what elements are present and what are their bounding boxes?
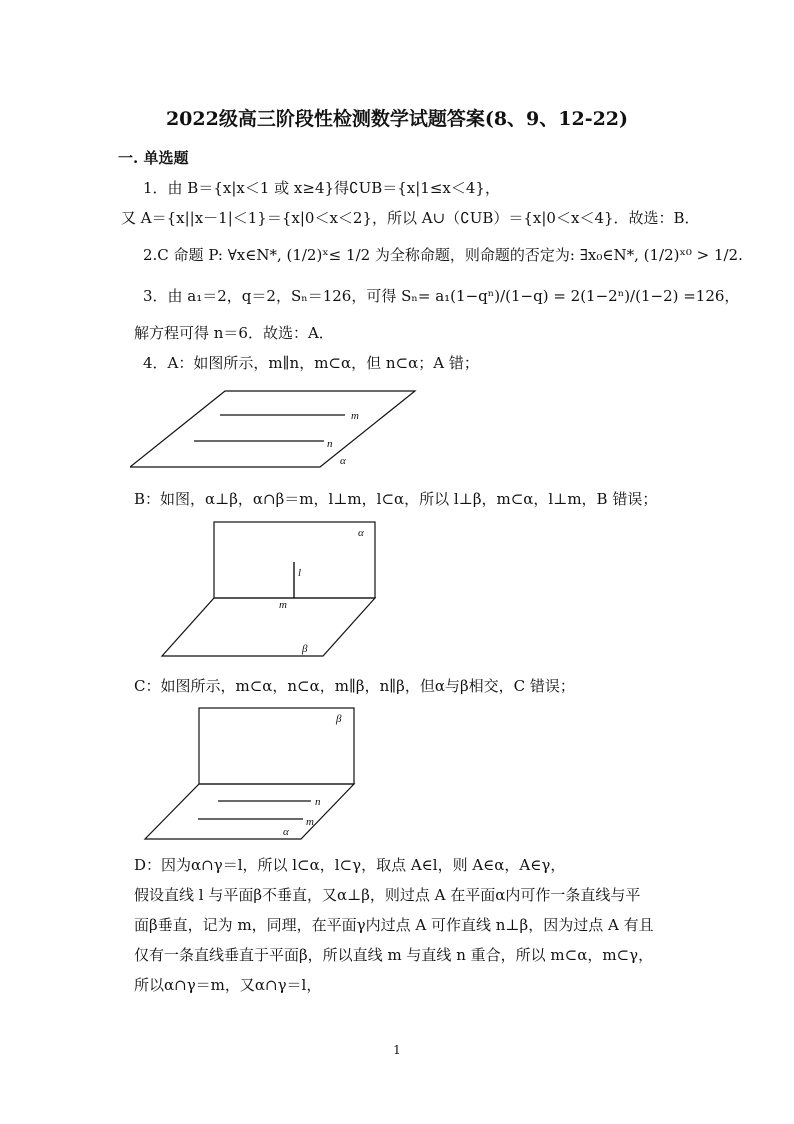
plane-alpha-outline bbox=[130, 391, 415, 467]
label-beta: β bbox=[336, 713, 342, 725]
q4-line-d2: 假设直线 l 与平面β不垂直，又α⊥β，则过点 A 在平面α内可作一条直线与平 bbox=[134, 886, 641, 904]
section-heading: 一. 单选题 bbox=[118, 149, 189, 167]
q3-line2: 解方程可得 n＝6．故选：A． bbox=[134, 324, 334, 342]
q4-line-c: C：如图所示，m⊂α，n⊂α，m∥β，n∥β，但α与β相交，C 错误； bbox=[134, 677, 575, 695]
label-alpha: α bbox=[283, 826, 289, 838]
figure-b-planes bbox=[158, 520, 383, 660]
q4-line-d1: D：因为α∩γ＝l，所以 l⊂α，l⊂γ，取点 A∈l，则 A∈α，A∈γ， bbox=[134, 856, 566, 874]
label-alpha: α bbox=[340, 455, 346, 467]
plane-alpha-outline bbox=[145, 784, 354, 839]
plane-beta-outline bbox=[162, 598, 375, 656]
page-number: 1 bbox=[393, 1043, 401, 1057]
label-m: m bbox=[306, 816, 314, 828]
q4-line-d5: 所以α∩γ＝m，又α∩γ＝l， bbox=[134, 976, 322, 994]
q4-line-d3: 面β垂直，记为 m，同理，在平面γ内过点 A 可作直线 n⊥β，因为过点 A 有且 bbox=[134, 916, 654, 934]
q1-line1: 1．由 B＝{x|x＜1 或 x≥4}得∁UB＝{x|1≤x＜4}， bbox=[143, 179, 500, 197]
label-n: n bbox=[327, 438, 333, 450]
q4-line-a: 4．A：如图所示，m∥n，m⊂α，但 n⊂α；A 错； bbox=[143, 354, 479, 372]
label-l: l bbox=[298, 567, 302, 579]
q2-line: 2.C 命题 P: ∀x∈N*, (1/2)ˣ≤ 1/2 为全称命题，则命题的否定为: ∃x₀∈N*, (1/2)ˣ⁰ > 1/2. bbox=[143, 246, 743, 264]
q1-line2: 又 A＝{x||x－1|＜1}＝{x|0＜x＜2}，所以 A∪（∁UB）＝{x|0＜x＜4}．故选：B． bbox=[121, 209, 700, 227]
figure-c-planes bbox=[143, 706, 358, 842]
figure-a-plane bbox=[130, 385, 420, 470]
label-beta: β bbox=[302, 643, 308, 655]
plane-beta-outline bbox=[199, 708, 354, 784]
page-title: 2022级高三阶段性检测数学试题答案(8、9、12-22) bbox=[165, 108, 629, 130]
label-m: m bbox=[351, 410, 359, 422]
q4-line-d4: 仅有一条直线垂直于平面β，所以直线 m 与直线 n 重合，所以 m⊂α，m⊂γ， bbox=[134, 946, 654, 964]
q3-line1: 3．由 a₁＝2，q＝2，Sₙ＝126，可得 Sₙ= a₁(1−qⁿ)/(1−q) = 2(1−2ⁿ)/(1−2) =126， bbox=[143, 287, 740, 305]
label-alpha: α bbox=[358, 527, 364, 539]
label-m: m bbox=[279, 599, 287, 611]
q4-line-b: B：如图，α⊥β，α∩β＝m，l⊥m，l⊂α，所以 l⊥β，m⊂α，l⊥m，B 错误； bbox=[134, 490, 658, 508]
label-n: n bbox=[315, 796, 321, 808]
